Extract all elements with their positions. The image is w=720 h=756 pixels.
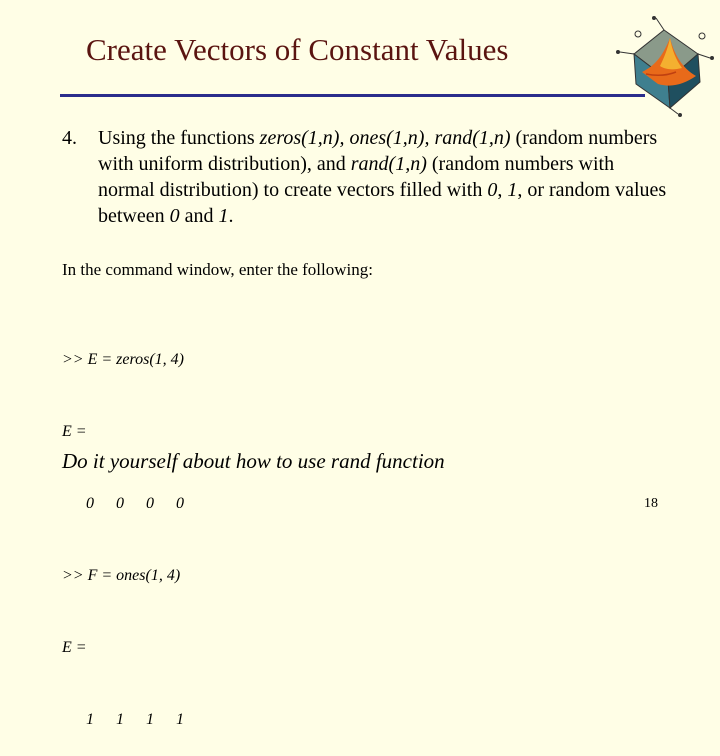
output-values-zeros: 0 0 0 0 — [86, 495, 184, 512]
command-line: >> E = zeros(1, 4) — [62, 351, 185, 368]
output-label: E = — [62, 639, 87, 656]
matlab-membrane-logo-icon — [612, 14, 716, 118]
instruction-text: In the command window, enter the following: — [62, 260, 373, 279]
output-values-ones: 1 1 1 1 — [86, 711, 184, 728]
output-label: E = — [62, 423, 87, 440]
item-number: 4. — [62, 127, 77, 149]
page-number: 18 — [644, 496, 658, 511]
command-window-example — [62, 300, 206, 756]
exercise-note: Do it yourself about how to use rand function — [62, 449, 445, 473]
item-text: Using the functions zeros(1,n), ones(1,n), rand(1,n) (random numbers with uniform distribution), and rand(1,n) (random numbers with normal distribution) to create vectors filled with 0, 1, or random values between 0 and 1. — [98, 127, 667, 227]
title-underline — [60, 94, 645, 97]
slide-title: Create Vectors of Constant Values — [86, 32, 509, 67]
command-line: >> F = ones(1, 4) — [62, 567, 181, 584]
numbered-item-4 — [62, 125, 672, 229]
